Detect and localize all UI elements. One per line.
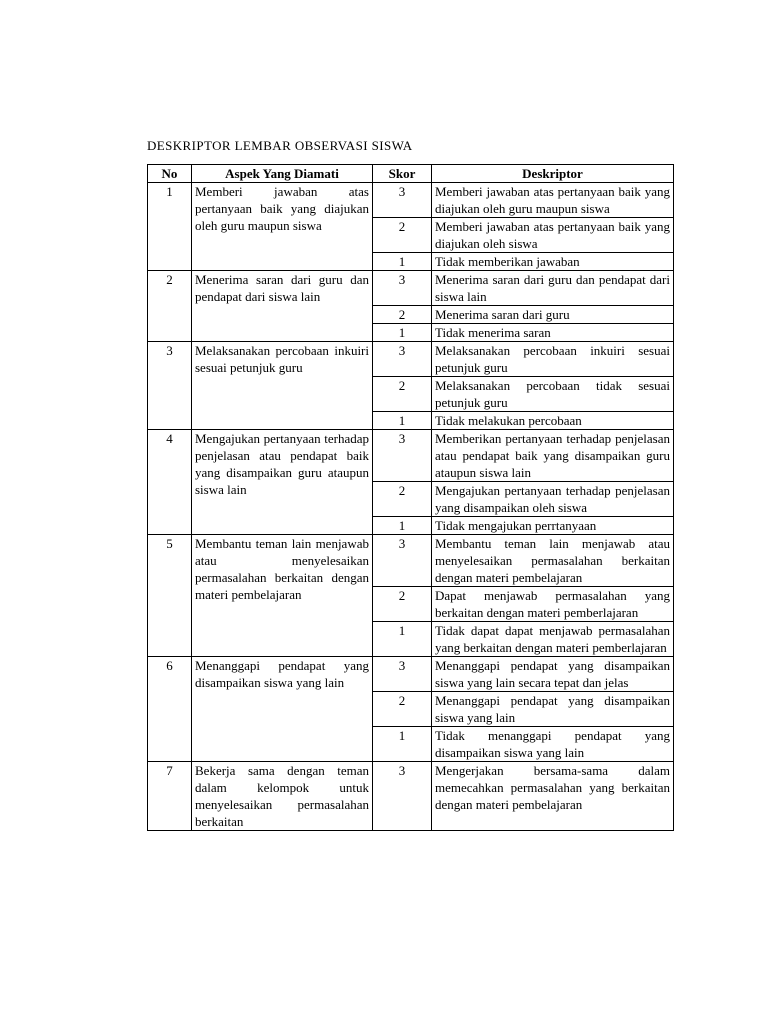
deskriptor-cell: Menanggapi pendapat yang disampaikan siswa yang lain [432,692,674,727]
skor-cell: 1 [373,324,432,342]
document-title: DESKRIPTOR LEMBAR OBSERVASI SISWA [147,138,413,153]
aspek-cell: Melaksanakan percobaan inkuiri sesuai petunjuk guru [192,342,373,430]
deskriptor-cell: Mengajukan pertanyaan terhadap penjelasan yang disampaikan oleh siswa [432,482,674,517]
skor-cell: 3 [373,271,432,306]
observation-table [147,164,674,831]
skor-cell: 2 [373,587,432,622]
deskriptor-cell: Dapat menjawab permasalahan yang berkaitan dengan materi pemberlajaran [432,587,674,622]
table-row [148,762,674,831]
skor-cell: 3 [373,183,432,218]
aspek-cell: Memberi jawaban atas pertanyaan baik yang diajukan oleh guru maupun siswa [192,183,373,271]
skor-cell: 3 [373,342,432,377]
skor-cell: 3 [373,430,432,482]
deskriptor-cell: Membantu teman lain menjawab atau menyelesaikan permasalahan berkaitan dengan materi pembelajaran [432,535,674,587]
deskriptor-cell: Tidak mengajukan perrtanyaan [432,517,674,535]
deskriptor-cell: Menerima saran dari guru dan pendapat dari siswa lain [432,271,674,306]
aspek-cell: Membantu teman lain menjawab atau menyelesaikan permasalahan berkaitan dengan materi pembelajaran [192,535,373,657]
skor-cell: 3 [373,657,432,692]
row-number: 4 [148,430,192,535]
table-body [148,183,674,831]
skor-cell: 1 [373,253,432,271]
deskriptor-cell: Memberi jawaban atas pertanyaan baik yang diajukan oleh guru maupun siswa [432,183,674,218]
skor-cell: 2 [373,692,432,727]
row-number: 7 [148,762,192,831]
skor-cell: 1 [373,517,432,535]
header-aspek: Aspek Yang Diamati [192,165,373,183]
deskriptor-cell: Menerima saran dari guru [432,306,674,324]
skor-cell: 2 [373,377,432,412]
deskriptor-cell: Tidak menerima saran [432,324,674,342]
header-deskriptor: Deskriptor [432,165,674,183]
deskriptor-cell: Memberi jawaban atas pertanyaan baik yang diajukan oleh siswa [432,218,674,253]
deskriptor-cell: Tidak menanggapi pendapat yang disampaikan siswa yang lain [432,727,674,762]
row-number: 1 [148,183,192,271]
skor-cell: 1 [373,622,432,657]
row-number: 6 [148,657,192,762]
table-row [148,430,674,482]
skor-cell: 1 [373,412,432,430]
table-row [148,657,674,692]
skor-cell: 3 [373,535,432,587]
table-header-row [148,165,674,183]
table-row [148,183,674,218]
deskriptor-cell: Mengerjakan bersama-sama dalam memecahkan permasalahan yang berkaitan dengan materi pembelajaran [432,762,674,831]
aspek-cell: Menerima saran dari guru dan pendapat dari siswa lain [192,271,373,342]
skor-cell: 2 [373,218,432,253]
aspek-cell: Mengajukan pertanyaan terhadap penjelasan atau pendapat baik yang disampaikan guru ataupun siswa lain [192,430,373,535]
row-number: 5 [148,535,192,657]
table-row [148,535,674,587]
header-no: No [148,165,192,183]
deskriptor-cell: Tidak melakukan percobaan [432,412,674,430]
skor-cell: 1 [373,727,432,762]
deskriptor-cell: Melaksanakan percobaan tidak sesuai petunjuk guru [432,377,674,412]
deskriptor-cell: Melaksanakan percobaan inkuiri sesuai petunjuk guru [432,342,674,377]
row-number: 2 [148,271,192,342]
deskriptor-cell: Tidak dapat dapat menjawab permasalahan yang berkaitan dengan materi pemberlajaran [432,622,674,657]
skor-cell: 2 [373,482,432,517]
deskriptor-cell: Menanggapi pendapat yang disampaikan siswa yang lain secara tepat dan jelas [432,657,674,692]
table-row [148,342,674,377]
aspek-cell: Menanggapi pendapat yang disampaikan siswa yang lain [192,657,373,762]
skor-cell: 3 [373,762,432,831]
table-row [148,271,674,306]
deskriptor-cell: Memberikan pertanyaan terhadap penjelasan atau pendapat baik yang disampaikan guru ataupun siswa lain [432,430,674,482]
header-skor: Skor [373,165,432,183]
aspek-cell: Bekerja sama dengan teman dalam kelompok untuk menyelesaikan permasalahan berkaitan [192,762,373,831]
deskriptor-cell: Tidak memberikan jawaban [432,253,674,271]
row-number: 3 [148,342,192,430]
skor-cell: 2 [373,306,432,324]
